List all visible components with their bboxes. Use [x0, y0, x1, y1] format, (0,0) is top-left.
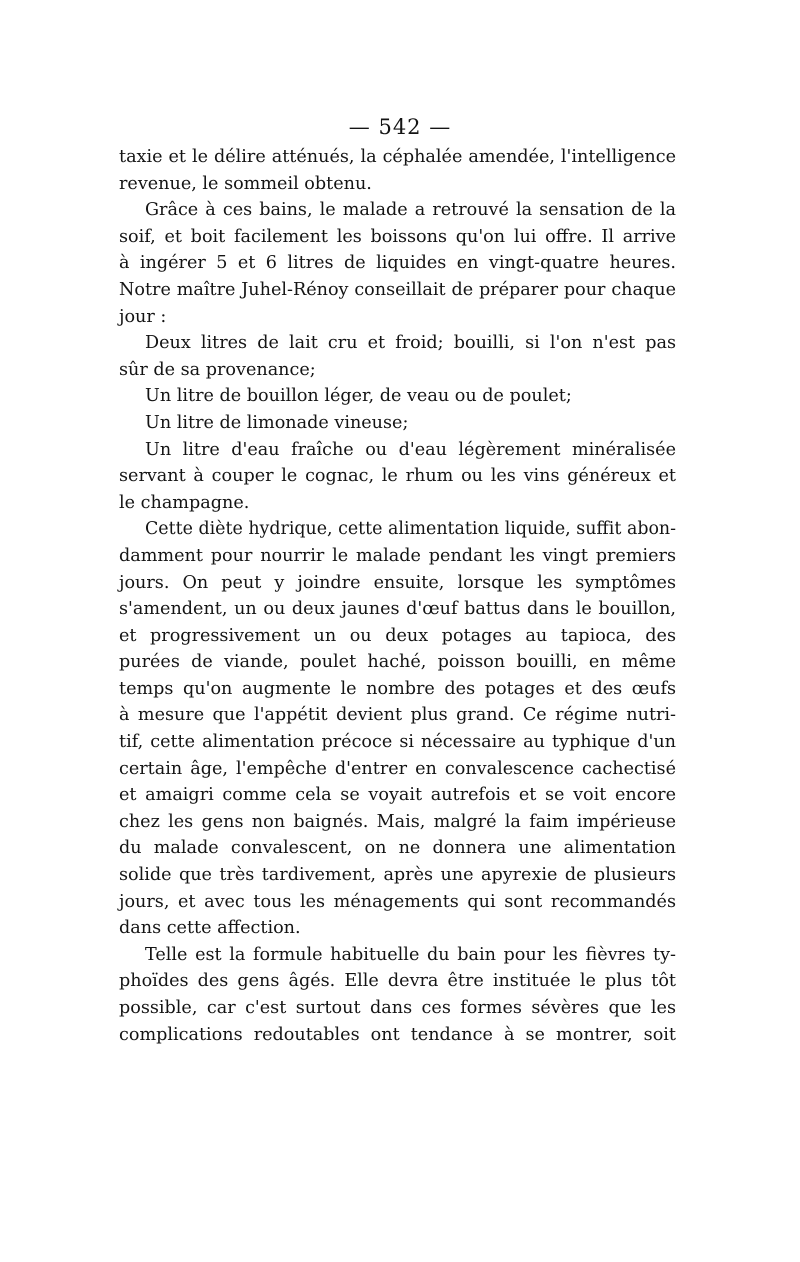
text-line: du malade convalescent, on ne donnera une alimentation: [119, 838, 676, 859]
text-line: Cette diète hydrique, cette alimentation liquide, suffit abon-: [145, 519, 676, 540]
text-line: Grâce à ces bains, le malade a retrouvé la sensation de la: [145, 200, 676, 221]
text-line: Un litre d'eau fraîche ou d'eau légèrement minéralisée: [145, 439, 676, 460]
text-line: servant à couper le cognac, le rhum ou les vins généreux et: [119, 466, 676, 487]
text-line: jour :: [119, 306, 167, 327]
text-line: complications redoutables ont tendance à se montrer, soit: [119, 1024, 676, 1045]
body-text: [119, 144, 676, 1048]
text-line: solide que très tardivement, après une apyrexie de plusieurs: [119, 865, 676, 886]
text-line: damment pour nourrir le malade pendant les vingt premiers: [119, 545, 676, 566]
text-line: Telle est la formule habituelle du bain pour les fièvres ty-: [145, 944, 676, 965]
text-line: possible, car c'est surtout dans ces formes sévères que les: [119, 998, 676, 1018]
text-line: temps qu'on augmente le nombre des potages et des œufs: [119, 678, 676, 699]
text-line: et progressivement un ou deux potages au tapioca, des: [119, 625, 676, 646]
text-line: jours, et avec tous les ménagements qui sont recommandés: [119, 891, 676, 912]
text-line: chez les gens non baignés. Mais, malgré la faim impérieuse: [119, 811, 676, 832]
text-line: s'amendent, un ou deux jaunes d'œuf battus dans le bouillon,: [119, 599, 676, 620]
page-number: — 542 —: [348, 115, 452, 139]
text-line: revenue, le sommeil obtenu.: [119, 173, 372, 194]
text-line: dans cette affection.: [119, 918, 301, 939]
text-line: soif, et boit facilement les boissons qu'on lui offre. Il arrive: [119, 226, 676, 247]
text-line: phoïdes des gens âgés. Elle devra être instituée le plus tôt: [119, 971, 676, 992]
text-line: Notre maître Juhel-Rénoy conseillait de préparer pour chaque: [119, 279, 676, 300]
text-line: purées de viande, poulet haché, poisson bouilli, en même: [119, 652, 676, 673]
text-line: jours. On peut y joindre ensuite, lorsque les symptômes: [119, 572, 676, 593]
text-line: le champagne.: [119, 492, 250, 513]
text-line: certain âge, l'empêche d'entrer en convalescence cachectisé: [119, 758, 676, 779]
text-line: Deux litres de lait cru et froid; bouilli, si l'on n'est pas: [145, 333, 676, 354]
text-line: tif, cette alimentation précoce si nécessaire au typhique d'un: [119, 732, 676, 753]
text-line: à mesure que l'appétit devient plus grand. Ce régime nutri-: [119, 705, 676, 726]
text-line: sûr de sa provenance;: [119, 359, 316, 380]
text-line: taxie et le délire atténués, la céphalée amendée, l'intelligence: [119, 147, 676, 167]
text-line: à ingérer 5 et 6 litres de liquides en vingt-quatre heures.: [119, 253, 676, 274]
text-line: Un litre de limonade vineuse;: [145, 412, 409, 433]
text-line: Un litre de bouillon léger, de veau ou de poulet;: [145, 386, 572, 407]
text-line: et amaigri comme cela se voyait autrefois et se voit encore: [119, 785, 676, 806]
